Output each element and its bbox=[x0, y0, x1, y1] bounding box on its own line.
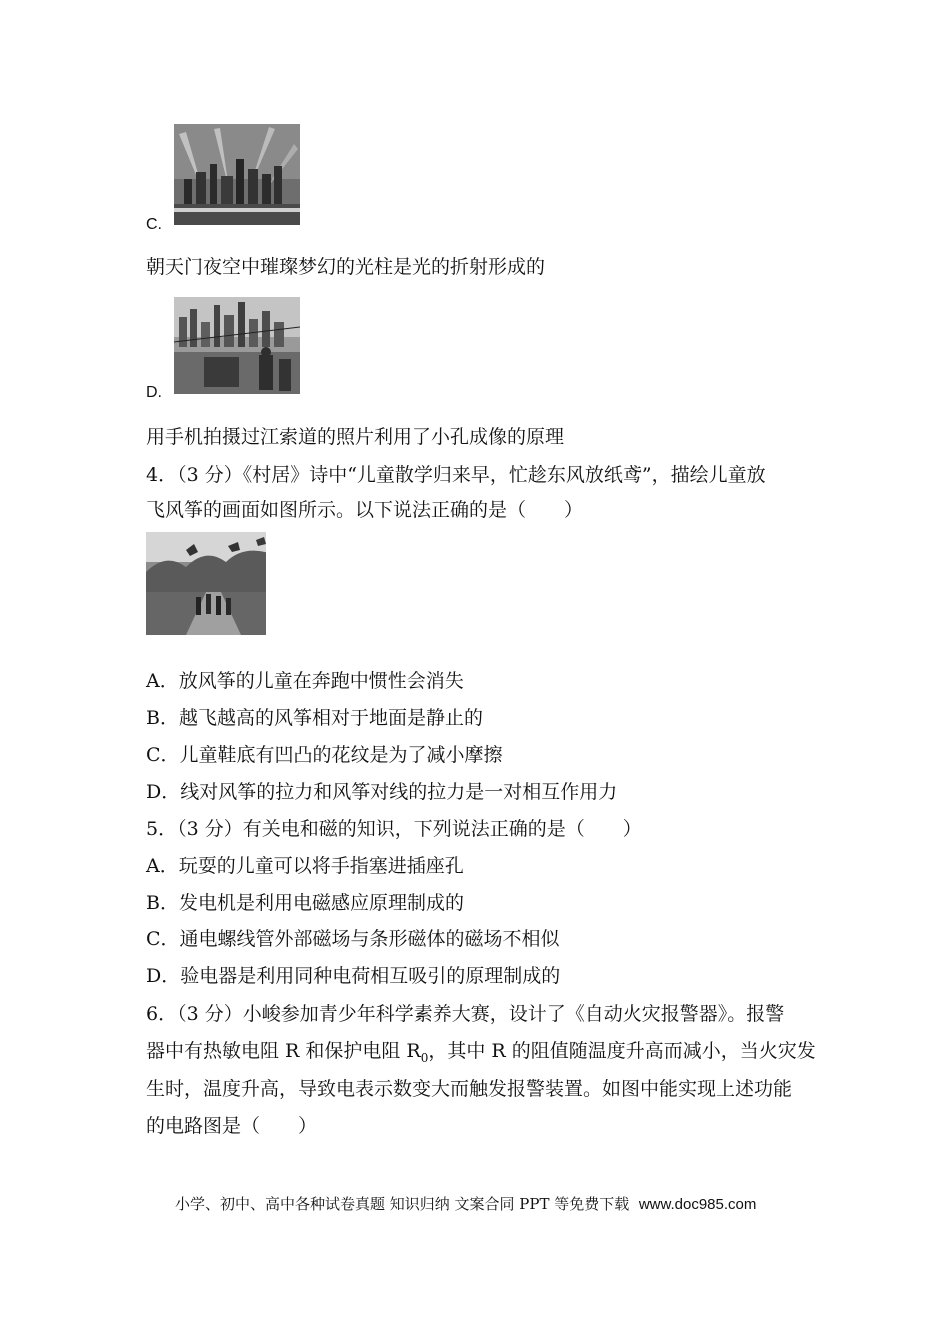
q5-option-d: D．验电器是利用同种电荷相互吸引的原理制成的 bbox=[146, 965, 561, 987]
cableway-graphic bbox=[174, 297, 300, 394]
q5-option-a: A．玩耍的儿童可以将手指塞进插座孔 bbox=[146, 855, 464, 877]
q4-stem-line2: 飞风筝的画面如图所示。以下说法正确的是（ ） bbox=[146, 499, 584, 521]
footer-url[interactable]: www.doc985.com bbox=[638, 1196, 757, 1213]
r0-subscript: 0 bbox=[420, 1050, 429, 1065]
night-skyline-photo bbox=[174, 124, 300, 225]
q3-option-d-text: 用手机拍摄过江索道的照片利用了小孔成像的原理 bbox=[146, 426, 565, 448]
q5-option-b: B．发电机是利用电磁感应原理制成的 bbox=[146, 892, 464, 914]
q6-stem-line4: 的电路图是（ ） bbox=[146, 1115, 318, 1137]
q4-option-c: C．儿童鞋底有凹凸的花纹是为了减小摩擦 bbox=[146, 744, 503, 766]
cableway-photo bbox=[174, 297, 300, 394]
q4-stem-line1: 4．（3 分）《村居》诗中“儿童散学归来早，忙趁东风放纸鸢”，描绘儿童放 bbox=[146, 464, 766, 486]
q6-line2-part-a: 器中有热敏电阻 R 和保护电阻 R bbox=[146, 1040, 421, 1062]
kite-flying-graphic bbox=[146, 532, 280, 635]
q6-stem-line2 bbox=[146, 1039, 816, 1070]
q6-line2-part-b: ，其中 R 的阻值随温度升高而减小，当火灾发 bbox=[428, 1040, 816, 1062]
q3-option-c-label: C. bbox=[146, 216, 162, 233]
q5-stem: 5．（3 分）有关电和磁的知识，下列说法正确的是（ ） bbox=[146, 818, 642, 840]
q3-option-c-text: 朝天门夜空中璀璨梦幻的光柱是光的折射形成的 bbox=[146, 256, 546, 278]
q5-option-c: C．通电螺线管外部磁场与条形磁体的磁场不相似 bbox=[146, 928, 560, 950]
page-footer bbox=[175, 1193, 756, 1214]
q6-stem-line3: 生时，温度升高，导致电表示数变大而触发报警装置。如图中能实现上述功能 bbox=[146, 1078, 793, 1100]
q4-option-a: A．放风筝的儿童在奔跑中惯性会消失 bbox=[146, 670, 464, 692]
night-skyline-graphic bbox=[174, 124, 300, 225]
footer-text: 小学、初中、高中各种试卷真题 知识归纳 文案合同 PPT 等免费下载 bbox=[175, 1195, 630, 1213]
q4-option-d: D．线对风筝的拉力和风筝对线的拉力是一对相互作用力 bbox=[146, 781, 618, 803]
q6-stem-line1: 6．（3 分）小峻参加青少年科学素养大赛，设计了《自动火灾报警器》。报警 bbox=[146, 1003, 785, 1025]
kite-flying-photo bbox=[146, 532, 280, 635]
q4-option-b: B．越飞越高的风筝相对于地面是静止的 bbox=[146, 707, 483, 729]
q3-option-d-label: D. bbox=[146, 384, 162, 401]
